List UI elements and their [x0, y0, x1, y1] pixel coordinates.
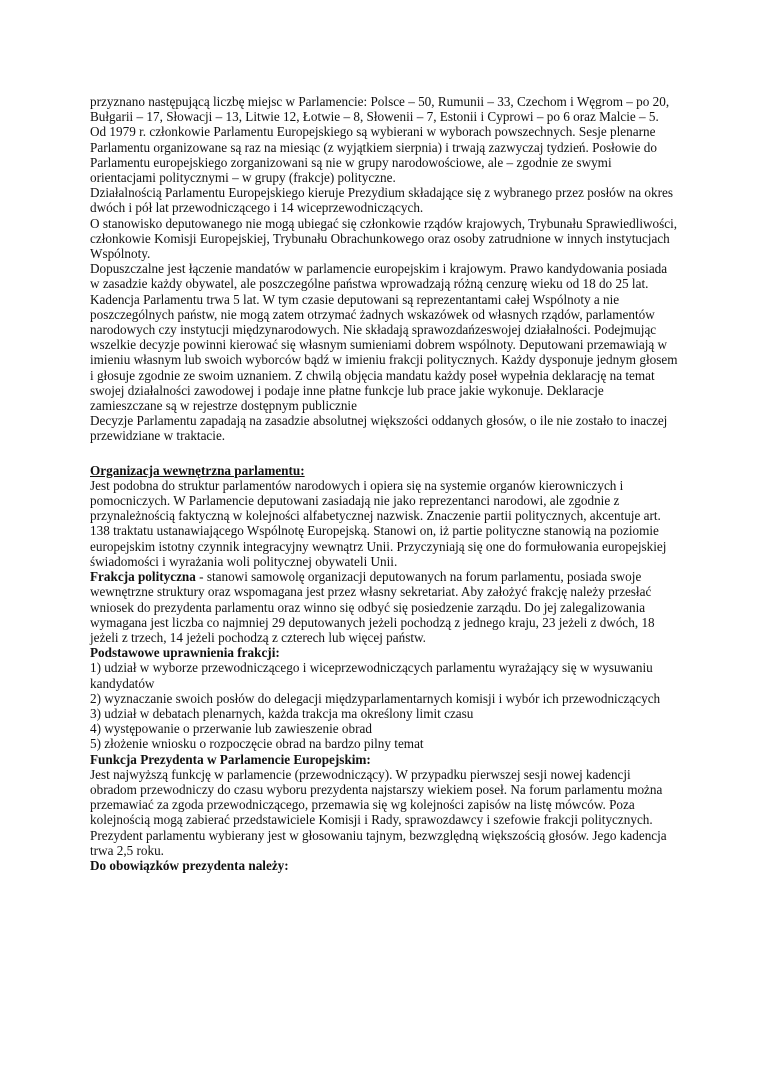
rights-heading: Podstawowe uprawnienia frakcji:	[90, 645, 280, 661]
paragraph-fraction	[90, 569, 678, 645]
paragraph-organization: Jest podobna do struktur parlamentów narodowych i opiera się na systemie organów kierowniczych i pomocniczych. W Parlamencie deputowani zasiadają nie jako reprezentanci narodowi, ale zgodnie z przynależnością faktyczną w kolejności alfabetycznej nazwisk. Znaczenie partii politycznych, akcentuje art. 138 traktatu ustanawiającego Wspólnotę Europejską. Stanowi on, iż partie polityczne stanowią na poziomie europejskim istotny czynnik integracyjny wewnątrz Unii. Przyczyniają się one do formułowania europejskiej świadomości i wyrażania woli politycznej obywateli Unii.	[90, 477, 667, 569]
list-item: 5) złożenie wniosku o rozpoczęcie obrad na bardzo pilny temat	[90, 736, 424, 752]
paragraph-decisions: Decyzje Parlamentu zapadają na zasadzie absolutnej większości oddanych głosów, o ile nie zostało to inaczej przewidziane w traktacie.	[90, 413, 668, 444]
fraction-text: - stanowi samowolę organizacji deputowanych na forum parlamentu, posiada swoje wewnętrzne struktury oraz wspomagana jest przez własny sekretariat. Aby założyć frakcję należy przesłać wniosek do prezydenta parlamentu oraz winno się odbyć się posiedzenie zarządu. Do jej zalegalizowania wymagana jest liczba co najmniej 29 deputowanych jeżeli pochodzą z jednego kraju, 23 jeżeli z dwóch, 18 jeżeli z trzech, 14 jeżeli pochodzą z czterech lub więcej państw.	[90, 569, 655, 645]
document-page	[90, 94, 678, 873]
duties-heading: Do obowiązków prezydenta należy:	[90, 857, 289, 873]
paragraph-elections: Od 1979 r. członkowie Parlamentu Europejskiego są wybierani w wyborach powszechnych. Sesje plenarne Parlamentu organizowane są raz na miesiąc (z wyjątkiem sierpnia) i trwają zazwyczaj tydzień. Posłowie do Parlamentu europejskiego zorganizowani są nie w grupy narodowościowe, ale – zgodnie ze swymi orientacjami politycznymi – w grupy (frakcje) polityczne.	[90, 124, 657, 186]
paragraph-gap	[90, 444, 678, 463]
paragraph-seats: przyznano następującą liczbę miejsc w Parlamencie: Polsce – 50, Rumunii – 33, Czechom i Węgrom – po 20, Bułgarii – 17, Słowacji – 13, Litwie 12, Łotwie – 8, Słowenii – 7, Estonii i Cyprowi – po 6 oraz Malcie – 5.	[90, 94, 670, 125]
paragraph-presidium: Działalnością Parlamentu Europejskiego kieruje Prezydium składające się z wybranego przez posłów na okres dwóch i pół lat przewodniczącego i 14 wiceprzewodniczących.	[90, 185, 673, 216]
paragraph-eligibility: O stanowisko deputowanego nie mogą ubiegać się członkowie rządów krajowych, Trybunału Sprawiedliwości, członkowie Komisji Europejskiej, Trybunału Obrachunkowego oraz osoby zatrudnione w innych instytucjach Wspólnoty.	[90, 215, 678, 262]
president-heading: Funkcja Prezydenta w Parlamencie Europejskim:	[90, 751, 371, 767]
fraction-term: Frakcja polityczna	[90, 569, 196, 585]
paragraph-president: Jest najwyższą funkcję w parlamencie (przewodniczący). W przypadku pierwszej sesji nowej kadencji obradom przewodniczy do czasu wyboru prezydenta najstarszy wiekiem poseł. Na forum parlamentu można przemawiać za zgoda przewodniczącego, przemawia się wg kolejności zapisów na listę mówców. Poza kolejnością mogą zabierać przedstawiciele Komisji i Rady, sprawozdawcy i szefowie frakcji politycznych. Prezydent parlamentu wybierany jest w głosowaniu tajnym, bezwzględną większością głosów. Jego kadencja trwa 2,5 roku.	[90, 766, 667, 858]
paragraph-mandates: Dopuszczalne jest łączenie mandatów w parlamencie europejskim i krajowym. Prawo kandydowania posiada w zasadzie każdy obywatel, ale poszczególne państwa wprowadzają różną cenzurę wieku od 18 do 25 lat.	[90, 261, 668, 292]
section-heading-organization: Organizacja wewnętrzna parlamentu:	[90, 462, 305, 478]
list-item: 4) występowanie o przerwanie lub zawieszenie obrad	[90, 721, 372, 737]
list-item: 2) wyznaczanie swoich posłów do delegacji międzyparlamentarnych komisji i wybór ich przewodniczących	[90, 690, 661, 706]
list-item: 1) udział w wyborze przewodniczącego i wiceprzewodniczących parlamentu wyrażający się w wysuwaniu kandydatów	[90, 660, 653, 691]
paragraph-term: Kadencja Parlamentu trwa 5 lat. W tym czasie deputowani są reprezentantami całej Wspólnoty a nie poszczególnych państw, nie mogą zatem otrzymać żadnych wskazówek od własnych rządów, parlamentów narodowych czy instytucji międzynarodowych. Nie składają sprawozdańzeswojej działalności. Podejmując wszelkie decyzje powinni kierować się własnym sumieniami dobrem wspólnoty. Deputowani przemawiają w imieniu własnym lub swoich wyborców bądź w imieniu frakcji politycznych. Każdy dysponuje jednym głosem i głosuje zgodnie ze swoim uznaniem. Z chwilą objęcia mandatu każdy poseł wypełnia deklarację na temat swojej działalności zawodowej i podaje inne płatne funkcje lub prace jakie wykonuje. Deklaracje zamieszczane są w rejestrze dostępnym publicznie	[90, 291, 678, 414]
list-item: 3) udział w debatach plenarnych, każda trakcja ma określony limit czasu	[90, 705, 474, 721]
